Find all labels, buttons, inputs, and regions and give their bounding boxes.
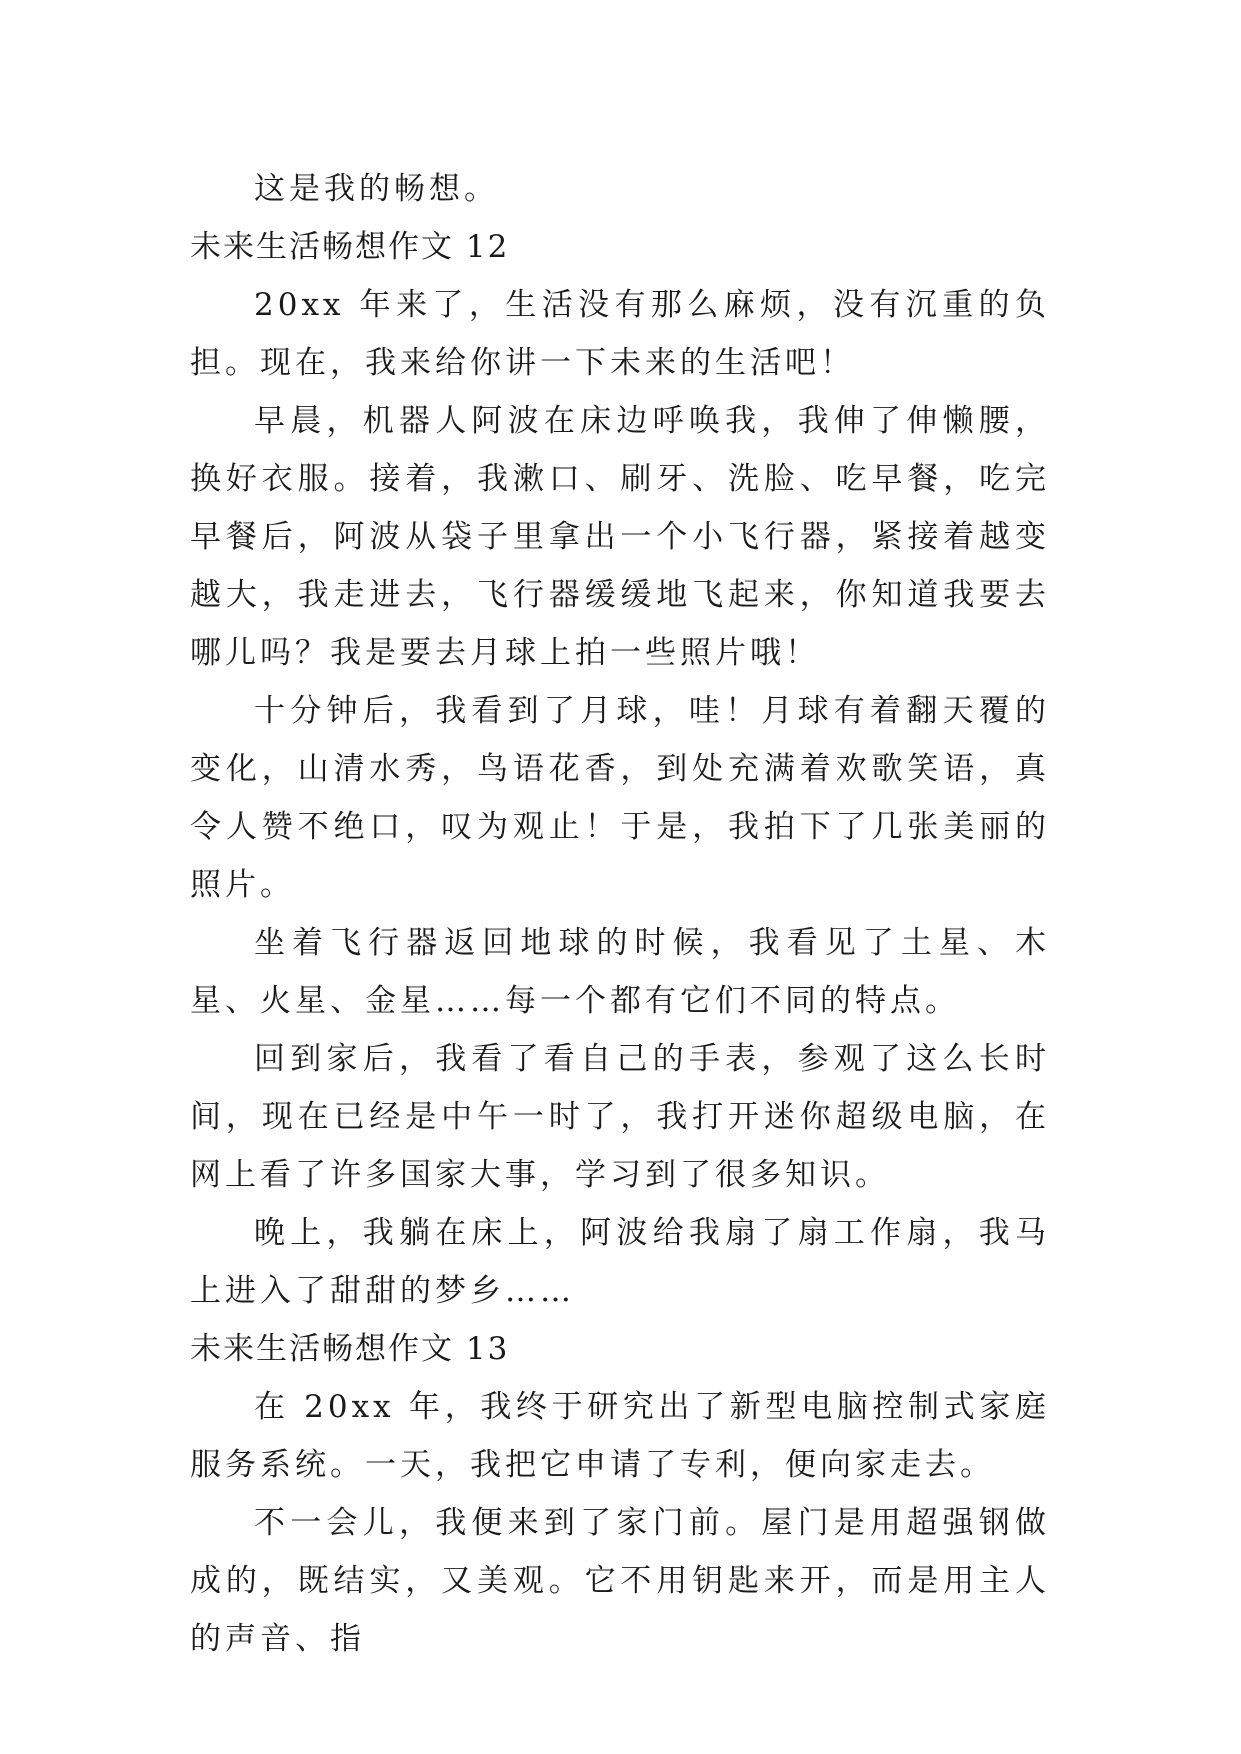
document-page xyxy=(190,160,1050,1668)
section-12-paragraph-3: 十分钟后，我看到了月球，哇！月球有着翻天覆的变化，山清水秀，鸟语花香，到处充满着欢歌笑语，真令人赞不绝口，叹为观止！于是，我拍下了几张美丽的照片。 xyxy=(190,693,1050,903)
section-13-paragraph-2: 不一会儿，我便来到了家门前。屋门是用超强钢做成的，既结实，又美观。它不用钥匙来开，而是用主人的声音、指 xyxy=(190,1505,1050,1657)
section-13-paragraph-1: 在 20xx 年，我终于研究出了新型电脑控制式家庭服务系统。一天，我把它申请了专利，便向家走去。 xyxy=(190,1389,1050,1483)
section-heading-13: 未来生活畅想作文 13 xyxy=(190,1331,510,1367)
section-12-paragraph-1: 20xx 年来了，生活没有那么麻烦，没有沉重的负担。现在，我来给你讲一下未来的生活吧！ xyxy=(190,287,1050,381)
section-heading-12: 未来生活畅想作文 12 xyxy=(190,229,510,265)
section-12-paragraph-6: 晚上，我躺在床上，阿波给我扇了扇工作扇，我马上进入了甜甜的梦乡…… xyxy=(190,1215,1050,1309)
section-12-paragraph-2: 早晨，机器人阿波在床边呼唤我，我伸了伸懒腰，换好衣服。接着，我漱口、刷牙、洗脸、吃早餐，吃完早餐后，阿波从袋子里拿出一个小飞行器，紧接着越变越大，我走进去，飞行器缓缓地飞起来，你知道我要去哪儿吗？我是要去月球上拍一些照片哦！ xyxy=(190,403,1050,671)
intro-paragraph: 这是我的畅想。 xyxy=(254,171,499,207)
section-12-paragraph-5: 回到家后，我看了看自己的手表，参观了这么长时间，现在已经是中午一时了，我打开迷你超级电脑，在网上看了许多国家大事，学习到了很多知识。 xyxy=(190,1041,1050,1193)
section-12-paragraph-4: 坐着飞行器返回地球的时候，我看见了土星、木星、火星、金星……每一个都有它们不同的特点。 xyxy=(190,925,1050,1019)
